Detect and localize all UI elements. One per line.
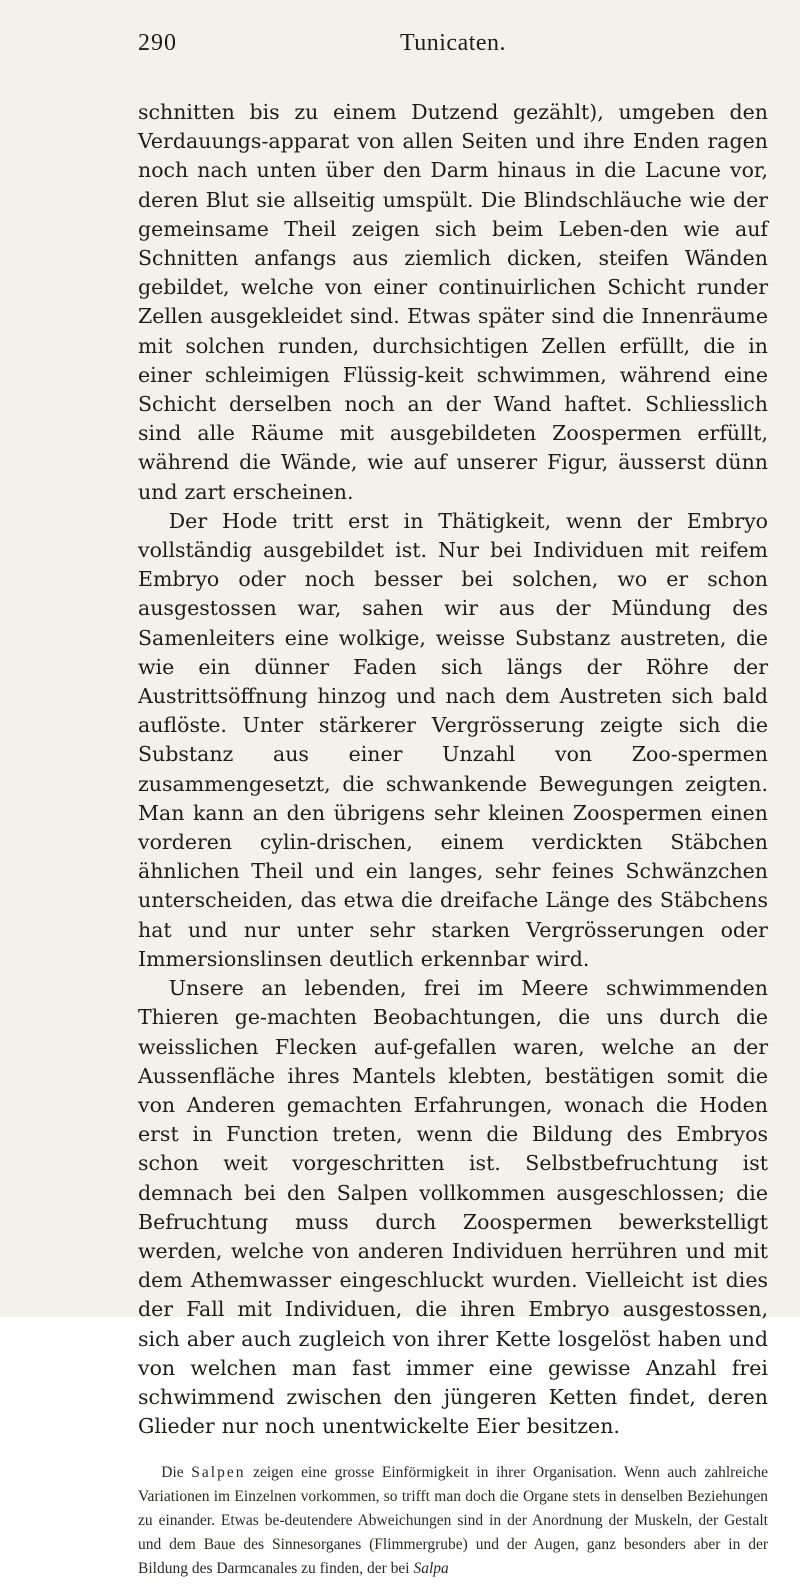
paragraph-1: schnitten bis zu einem Dutzend gezählt), umgeben den Verdauungs-apparat von allen Seiten und ihre Enden ragen noch nach unten über den Darm hinaus in die Lacune vor, deren Blut sie allseitig umspült. Die Blindschläuche wie der gemeinsame Theil zeigen sich beim Leben-den wie auf Schnitten anfangs aus ziemlich dicken, steifen Wänden gebildet, welche von einer continuirlichen Schicht runder Zellen ausgekleidet sind. Etwas später sind die Innenräume mit solchen runden, durchsichtigen Zellen erfüllt, die in einer schleimigen Flüssig-keit schwimmen, während eine Schicht derselben noch an der Wand haftet. Schliesslich sind alle Räume mit ausgebildeten Zoospermen erfüllt, während die Wände, wie auf unserer Figur, äusserst dünn und zart erscheinen.	[138, 100, 768, 504]
page-number: 290	[138, 30, 177, 56]
footnote-spaced-term: Salpen	[191, 1464, 246, 1482]
page-header	[138, 30, 768, 70]
footnote-italic-term: Salpa	[413, 1559, 449, 1577]
paragraph-3: Unsere an lebenden, frei im Meere schwimmenden Thieren ge-machten Beobachtungen, die uns durch die weisslichen Flecken auf-gefallen waren, welche an der Aussenfläche ihres Mantels klebten, bestätigen somit die von Anderen gemachten Erfahrungen, wonach die Hoden erst in Function treten, wenn die Bildung des Embryos schon weit vorgeschritten ist. Selbstbefruchtung ist demnach bei den Salpen vollkommen ausgeschlossen; die Befruchtung muss durch Zoospermen bewerkstelligt werden, welche von anderen Individuen herrühren und mit dem Athemwasser eingeschluckt wurden. Vielleicht ist dies der Fall mit Individuen, die ihren Embryo ausgestossen, sich aber auch zugleich von ihrer Kette losgelöst haben und von welchen man fast immer eine gewisse Anzahl frei schwimmend zwischen den jüngeren Ketten findet, deren Glieder nur noch unentwickelte Eier besitzen.	[138, 976, 768, 1439]
footnote-text-after: zeigen eine grosse Einförmigkeit in ihrer Organisation. Wenn auch zahlreiche Variationen im Einzelnen vorkommen, so trifft man doch die Organe stets in denselben Beziehungen zu einander. Etwas be-deutendere Abweichungen sind in der Anordnung der Muskeln, der Gestalt und dem Baue des Sinnesorganes (Flimmergrube) und der Augen, ganz besonders aber in der Bildung des Darmcanales zu finden, der bei	[138, 1464, 768, 1577]
paragraph-2: Der Hode tritt erst in Thätigkeit, wenn der Embryo vollständig ausgebildet ist. Nur bei Individuen mit reifem Embryo oder noch besser bei solchen, wo er schon ausgestossen war, sahen wir aus der Mündung des Samenleiters eine wolkige, weisse Substanz austreten, die wie ein dünner Faden sich längs der Röhre der Austrittsöffnung hinzog und nach dem Austreten sich bald auflöste. Unter stärkerer Vergrösserung zeigte sich die Substanz aus einer Unzahl von Zoo-spermen zusammengesetzt, die schwankende Bewegungen zeigten. Man kann an den übrigens sehr kleinen Zoospermen einen vorderen cylin-drischen, einem verdickten Stäbchen ähnlichen Theil und ein langes, sehr feines Schwänzchen unterscheiden, das etwa die dreifache Länge des Stäbchens hat und nur unter sehr starken Vergrösserungen oder Immersionslinsen deutlich erkennbar wird.	[138, 508, 768, 971]
running-title: Tunicaten.	[399, 30, 507, 56]
page-content	[138, 30, 768, 1596]
footnote-text-before: Die	[161, 1464, 192, 1482]
body-text	[138, 98, 768, 1441]
footnote-paragraph	[138, 1461, 768, 1580]
